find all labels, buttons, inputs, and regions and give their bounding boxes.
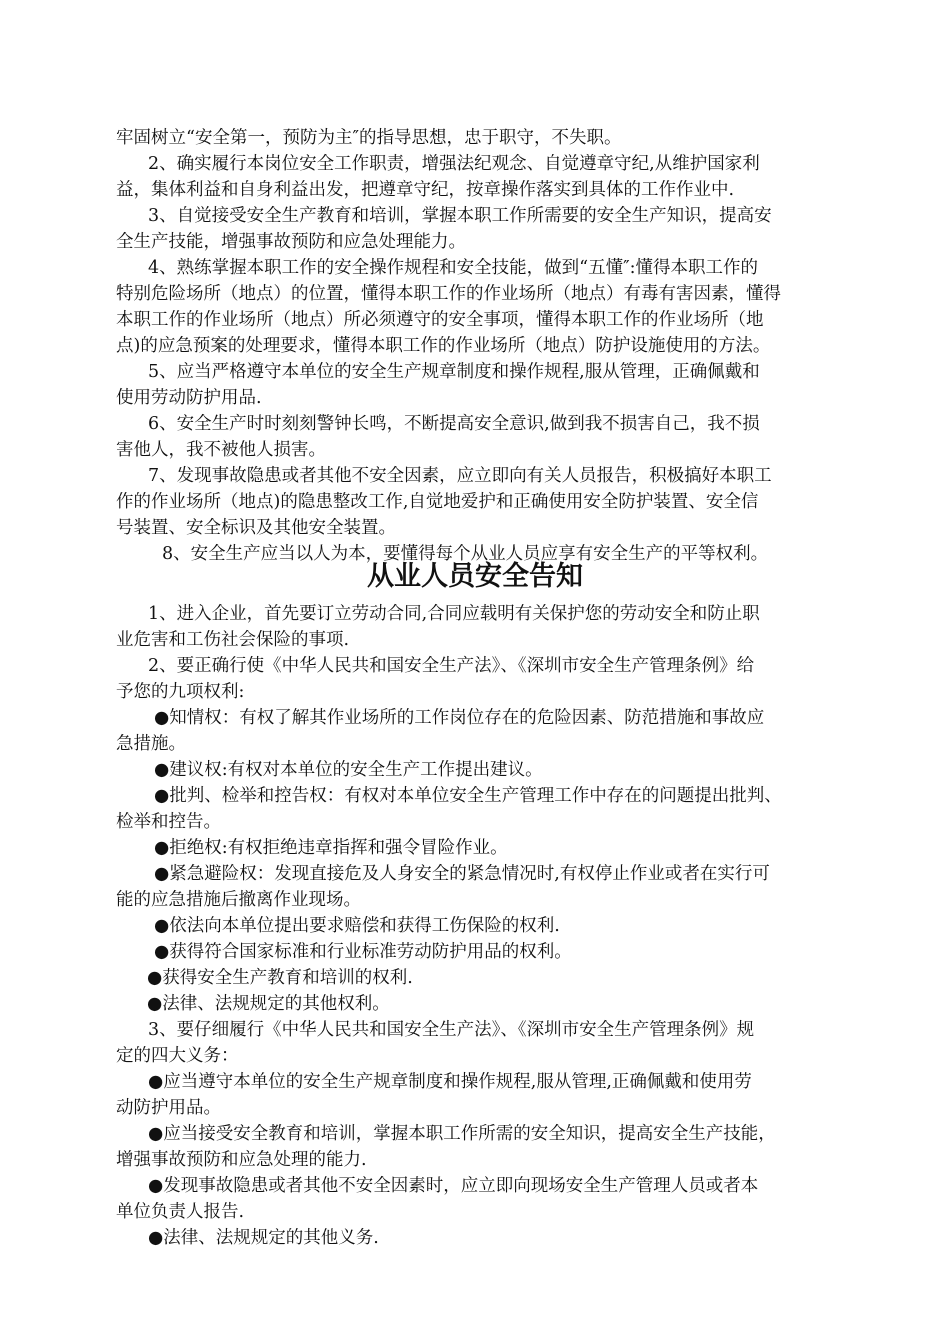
paragraph-line: 全生产技能，增强事故预防和应急处理能力。 — [116, 232, 466, 252]
bullet-line: ●知情权：有权了解其作业场所的工作岗位存在的危险因素、防范措施和事故应 — [154, 708, 765, 728]
section-title: 从业人员安全告知 — [367, 561, 583, 592]
bullet-line: ●紧急避险权：发现直接危及人身安全的紧急情况时,有权停止作业或者在实行可 — [154, 864, 770, 884]
bullet-line: ●拒绝权:有权拒绝违章指挥和强令冒险作业。 — [154, 838, 508, 858]
paragraph-line: 7、发现事故隐患或者其他不安全因素，应立即向有关人员报告，积极搞好本职工 — [148, 466, 772, 486]
bullet-line: ●应当接受安全教育和培训，掌握本职工作所需的安全知识，提高安全生产技能， — [148, 1124, 776, 1144]
paragraph-line: 业危害和工伤社会保险的事项. — [116, 630, 350, 650]
paragraph-line: 4、熟练掌握本职工作的安全操作规程和安全技能，做到“五懂″:懂得本职工作的 — [148, 258, 759, 278]
paragraph-line: 3、要仔细履行《中华人民共和国安全生产法》、《深圳市安全生产管理条例》规 — [148, 1020, 755, 1040]
paragraph-line: 检举和控告。 — [116, 812, 221, 832]
bullet-line: ●法律、法规规定的其他义务. — [148, 1228, 379, 1248]
paragraph-line: 本职工作的作业场所（地点）所必须遵守的安全事项，懂得本职工作的作业场所（地 — [116, 310, 764, 330]
paragraph-line: 6、安全生产时时刻刻警钟长鸣，不断提高安全意识,做到我不损害自己，我不损 — [148, 414, 760, 434]
paragraph-line: 3、自觉接受安全生产教育和培训，掌握本职工作所需要的安全生产知识，提高安 — [148, 206, 772, 226]
paragraph-line: 5、应当严格遵守本单位的安全生产规章制度和操作规程,服从管理，正确佩戴和 — [148, 362, 760, 382]
paragraph-line: 2、要正确行使《中华人民共和国安全生产法》、《深圳市安全生产管理条例》给 — [148, 656, 755, 676]
bullet-line: ●获得安全生产教育和培训的权利. — [147, 968, 413, 988]
paragraph-line: 特别危险场所（地点）的位置，懂得本职工作的作业场所（地点）有毒有害因素，懂得 — [116, 284, 781, 304]
bullet-line: ●发现事故隐患或者其他不安全因素时，应立即向现场安全生产管理人员或者本 — [148, 1176, 759, 1196]
bullet-line: ●应当遵守本单位的安全生产规章制度和操作规程,服从管理,正确佩戴和使用劳 — [148, 1072, 752, 1092]
paragraph-line: 单位负责人报告. — [116, 1202, 245, 1222]
paragraph-line: 点)的应急预案的处理要求，懂得本职工作的作业场所（地点）防护设施使用的方法。 — [116, 336, 771, 356]
paragraph-line: 予您的九项权利: — [116, 682, 245, 702]
paragraph-line: 2、确实履行本岗位安全工作职责，增强法纪观念、自觉遵章守纪,从维护国家利 — [148, 154, 760, 174]
bullet-line: ●批判、检举和控告权：有权对本单位安全生产管理工作中存在的问题提出批判、 — [154, 786, 782, 806]
paragraph-line: 动防护用品。 — [116, 1098, 221, 1118]
bullet-line: ●依法向本单位提出要求赔偿和获得工伤保险的权利. — [154, 916, 560, 936]
paragraph-line: 增强事故预防和应急处理的能力. — [116, 1150, 367, 1170]
paragraph-line: 急措施。 — [116, 734, 186, 754]
paragraph-line: 害他人，我不被他人损害。 — [116, 440, 326, 460]
paragraph-line: 8、安全生产应当以人为本，要懂得每个从业人员应享有安全生产的平等权利。 — [162, 544, 769, 564]
paragraph-line: 定的四大义务： — [116, 1046, 239, 1066]
paragraph-line: 号装置、安全标识及其他安全装置。 — [116, 518, 396, 538]
bullet-line: ●法律、法规规定的其他权利。 — [147, 994, 390, 1014]
paragraph-line: 1、进入企业，首先要订立劳动合同,合同应载明有关保护您的劳动安全和防止职 — [148, 604, 760, 624]
bullet-line: ●建议权:有权对本单位的安全生产工作提出建议。 — [154, 760, 543, 780]
paragraph-line: 能的应急措施后撤离作业现场。 — [116, 890, 361, 910]
paragraph-line: 作的作业场所（地点)的隐患整改工作,自觉地爱护和正确使用安全防护装置、安全信 — [116, 492, 759, 512]
paragraph-line: 牢固树立“安全第一，预防为主″的指导思想，忠于职守，不失职。 — [116, 128, 622, 148]
paragraph-line: 使用劳动防护用品. — [116, 388, 262, 408]
paragraph-line: 益，集体利益和自身利益出发，把遵章守纪，按章操作落实到具体的工作作业中. — [116, 180, 735, 200]
bullet-line: ●获得符合国家标准和行业标准劳动防护用品的权利。 — [154, 942, 572, 962]
